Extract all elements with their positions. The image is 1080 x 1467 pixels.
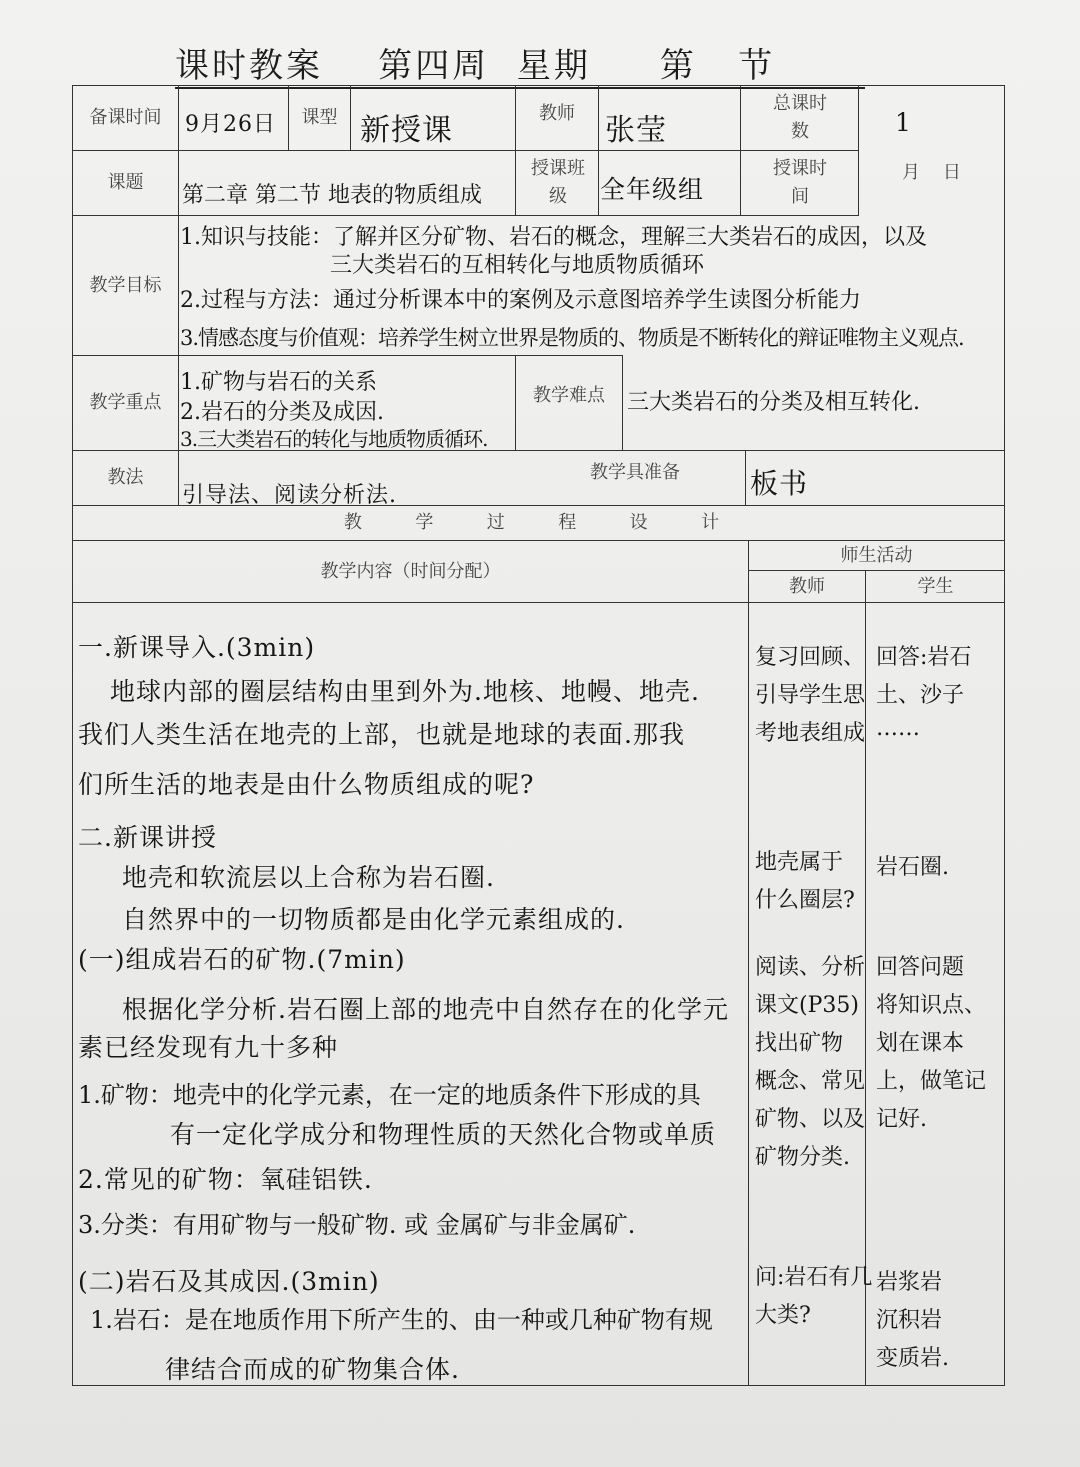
total-label: 总课时数 [773,93,827,142]
content-line: 一.新课导入.(3min) [78,633,316,662]
type-value: 新授课 [360,113,453,148]
teacher-value: 张莹 [605,113,667,148]
content-line: 素已经发现有九十多种 [78,1033,339,1062]
teacher_activity-line: 课文(P35) [755,993,859,1018]
teacher_activity-line: 问:岩石有几 [755,1265,873,1290]
teacher_activity-line: 矿物、以及 [755,1107,866,1132]
objective-line: 3.情感态度与价值观：培养学生树立世界是物质的、物质是不断转化的辩证唯物主义观点. [180,326,964,350]
difficulty-value: 三大类岩石的分类及相互转化. [627,390,920,415]
methods-label: 教法 [107,467,144,488]
tools-label: 教学具准备 [590,462,680,483]
content-header: 教学内容（时间分配） [320,560,501,582]
student-column-header: 学生 [917,575,954,597]
content-line: 1.矿物：地壳中的化学元素，在一定的地质条件下形成的具 [78,1081,701,1109]
teacher_activity-line: 地壳属于 [755,850,844,875]
objective-line: 1.知识与技能：了解并区分矿物、岩石的概念，理解三大类岩石的成因，以及 [180,225,927,250]
content-line: 我们人类生活在地壳的上部，也就是地球的表面.那我 [78,720,685,749]
key-point: 1.矿物与岩石的关系 [180,370,377,395]
content-line: 们所生活的地表是由什么物质组成的呢? [78,770,535,799]
teacher_activity-line: 矿物分类. [755,1145,850,1170]
student_activity-line: 岩石圈. [876,855,949,880]
content-line: 自然界中的一切物质都是由化学元素组成的. [122,905,625,934]
student_activity-line: 划在课本 [876,1031,965,1056]
tools-value: 板书 [750,467,809,500]
student_activity-line: 变质岩. [876,1346,949,1371]
content-line: 根据化学分析.岩石圈上部的地壳中自然存在的化学元 [122,995,729,1024]
objective-line: 2.过程与方法：通过分析课本中的案例及示意图培养学生读图分析能力 [180,288,861,313]
teacher_activity-line: 引导学生思 [755,683,866,708]
activity-header: 师生活动 [840,544,913,566]
teacher_activity-line: 阅读、分析 [755,955,866,980]
total-value: 1 [895,108,912,137]
topic-value: 第二章 第二节 地表的物质组成 [182,183,482,208]
content-line: 3.分类：有用矿物与一般矿物. 或 金属矿与非金属矿. [78,1211,636,1239]
content-line: 二.新课讲授 [78,823,217,852]
student_activity-line: 上，做笔记 [876,1069,987,1094]
student_activity-line: 记好. [876,1107,927,1132]
teacher_activity-line: 考地表组成 [755,721,866,746]
teacher_activity-line: 复习回顾、 [755,645,866,670]
content-line: 律结合而成的矿物集合体. [165,1355,460,1384]
teacher_activity-line: 找出矿物 [755,1031,844,1056]
objective-line: 三大类岩石的互相转化与地质物质循环 [330,253,705,278]
date-value: 月 日 [902,162,961,183]
objectives-label: 教学目标 [89,274,162,296]
content-line: 地壳和软流层以上合称为岩石圈. [122,863,495,892]
key-points-label: 教学重点 [89,392,162,413]
content-line: (二)岩石及其成因.(3min) [78,1267,380,1296]
date-label: 授课时间 [773,158,827,207]
student_activity-line: 将知识点、 [876,993,987,1018]
content-line: 1.岩石：是在地质作用下所产生的、由一种或几种矿物有规 [90,1306,713,1334]
content-line: 2.常见的矿物：氧硅铝铁. [78,1165,373,1194]
student_activity-line: 回答:岩石 [876,645,972,670]
content-line: 地球内部的圈层结构由里到外为.地核、地幔、地壳. [110,677,700,706]
key-point: 2.岩石的分类及成因. [180,400,384,425]
student_activity-line: 沉积岩 [876,1308,943,1333]
content-line: (一)组成岩石的矿物.(7min) [78,945,406,974]
methods-value: 引导法、阅读分析法. [182,483,397,508]
student_activity-line: …… [876,716,920,741]
class-value: 全年级组 [600,175,705,204]
difficulty-label: 教学难点 [533,385,605,406]
teacher_activity-line: 概念、常见 [755,1069,866,1094]
prep-time-label: 备课时间 [89,107,162,128]
content-line: 有一定化学成分和物理性质的天然化合物或单质 [170,1120,717,1149]
teacher_activity-line: 什么圈层? [755,888,855,913]
class-label: 授课班级 [531,158,585,207]
key-point: 3.三大类岩石的转化与地质物质循环. [180,427,488,451]
teacher-column-header: 教师 [789,575,825,597]
prep-time-value: 9月26日 [185,112,276,137]
student_activity-line: 土、沙子 [876,683,965,708]
type-label: 课型 [301,107,338,128]
teacher_activity-line: 大类? [755,1303,811,1328]
process-title: 教 学 过 程 设 计 [343,512,734,533]
teacher-label: 教师 [539,103,575,124]
student_activity-line: 回答问题 [876,955,965,980]
topic-label: 课题 [107,172,144,193]
student_activity-line: 岩浆岩 [876,1270,943,1295]
page-title: 课时教案 第四周 星期 第 节 [175,38,865,89]
